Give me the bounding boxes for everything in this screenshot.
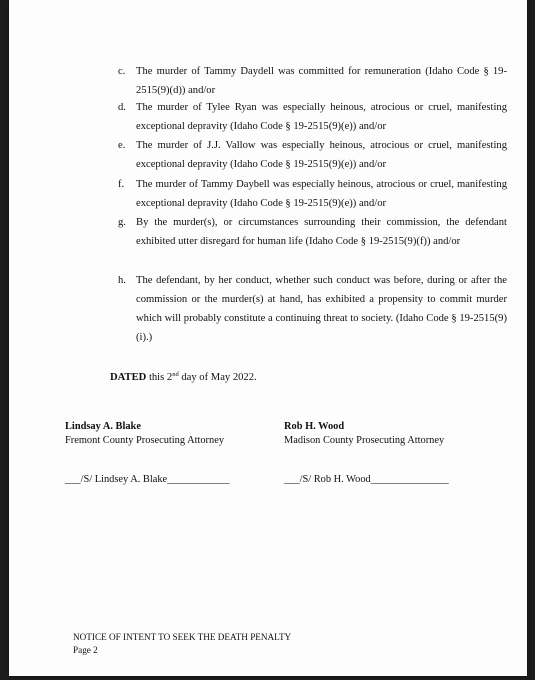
item-text: The murder of Tylee Ryan was especially heinous, atrocious or cruel, manifesting exceptional depravity (Idaho Code § 19-2515(9)(e)) and/or xyxy=(136,102,507,132)
item-text: The murder of Tammy Daydell was committed for remuneration (Idaho Code § 19-2515(9)(d)) and/or xyxy=(136,66,507,96)
item-letter: f. xyxy=(118,179,125,190)
left-signer-name: Lindsay A. Blake xyxy=(65,421,141,432)
item-text: The murder of J.J. Vallow was especially heinous, atrocious or cruel, manifesting exceptional depravity (Idaho Code § 19-2515(9)(e)) and/or xyxy=(136,140,507,170)
item-letter: g. xyxy=(118,217,126,228)
list-item-e xyxy=(118,136,507,174)
right-signer-title: Madison County Prosecuting Attorney xyxy=(284,435,445,446)
item-letter: h. xyxy=(118,275,126,286)
list-item-g xyxy=(118,213,507,251)
list-item-d xyxy=(118,98,507,136)
right-signer-name: Rob H. Wood xyxy=(284,421,345,432)
left-signature-line: ___/S/ Lindsey A. Blake____________ xyxy=(65,474,230,485)
dated-line xyxy=(110,371,257,383)
left-signer-title: Fremont County Prosecuting Attorney xyxy=(65,435,225,446)
list-item-f xyxy=(118,175,507,213)
item-text: By the murder(s), or circumstances surrounding their commission, the defendant exhibited utter disregard for human life (Idaho Code § 19-2515(9)(f)) and/or xyxy=(136,217,507,247)
dated-ordinal: nd xyxy=(172,371,179,378)
list-item-c xyxy=(118,62,507,100)
right-signature-line: ___/S/ Rob H. Wood_______________ xyxy=(284,474,449,485)
footer-title: NOTICE OF INTENT TO SEEK THE DEATH PENALTY xyxy=(73,632,292,642)
item-letter: e. xyxy=(118,140,126,151)
dated-label: DATED xyxy=(110,372,147,383)
item-letter: d. xyxy=(118,102,126,113)
item-text: The murder of Tammy Daybell was especially heinous, atrocious or cruel, manifesting exceptional depravity (Idaho Code § 19-2515(9)(e)) and/or xyxy=(136,179,507,209)
dated-pre: this 2 xyxy=(146,372,173,383)
item-text: The defendant, by her conduct, whether such conduct was before, during or after the commission or the murder(s) at hand, has exhibited a propensity to commit murder which will probably constitute a continuing threat to society. (Idaho Code § 19-2515(9)(i).) xyxy=(136,275,507,343)
item-letter: c. xyxy=(118,66,126,77)
dated-post: day of May 2022. xyxy=(178,372,257,383)
list-item-h xyxy=(118,271,507,347)
footer-page-number: Page 2 xyxy=(73,645,98,655)
document-page xyxy=(9,0,527,676)
